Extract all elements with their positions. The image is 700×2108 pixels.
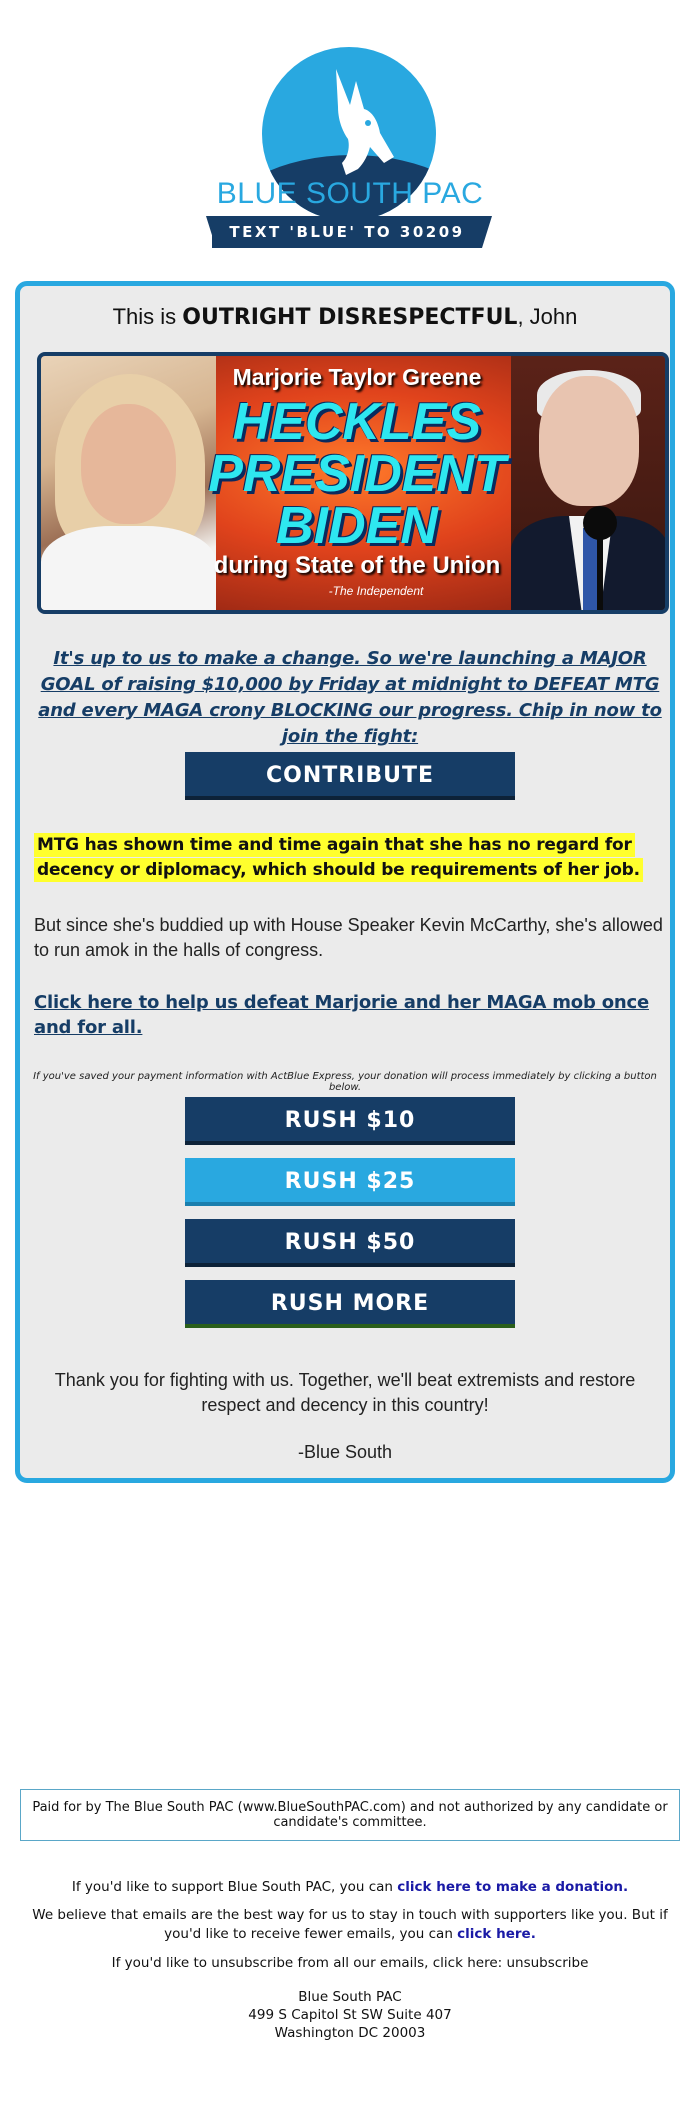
paid-for-disclaimer: Paid for by The Blue South PAC (www.BlueSouthPAC.com) and not authorized by any candidate or candidate's committee. <box>20 1789 680 1841</box>
unsubscribe-link[interactable]: unsubscribe <box>506 1955 589 1971</box>
intro-line <box>20 304 670 330</box>
hero-credit: -The Independent <box>328 584 424 598</box>
address-line-3: Washington DC 20003 <box>274 2025 426 2041</box>
rush-25-button[interactable]: RUSH $25 <box>185 1158 515 1206</box>
intro-bold: OUTRIGHT DISRESPECTFUL <box>182 305 518 330</box>
highlight-text: MTG has shown time and time again that she has no regard for decency or diplomacy, which should be requirements of her job. <box>34 833 643 882</box>
logo-band-edge <box>482 216 492 248</box>
rush-50-button[interactable]: RUSH $50 <box>185 1219 515 1267</box>
address-line-1: Blue South PAC <box>298 1989 402 2005</box>
logo[interactable] <box>0 0 700 270</box>
defeat-link[interactable]: Click here to help us defeat Marjorie and her MAGA mob once and for all. <box>34 992 649 1038</box>
intro-after: , John <box>517 304 578 329</box>
rush-10-button[interactable]: RUSH $10 <box>185 1097 515 1145</box>
donation-link[interactable]: click here to make a donation. <box>397 1879 629 1895</box>
lead-link[interactable]: It's up to us to make a change. So we're launching a MAJOR GOAL of raising $10,000 by Friday at midnight to DEFEAT MTG and every MAGA crony BLOCKING our progress. Chip in now to join the fight: <box>38 648 662 747</box>
microphone-stem <box>597 536 603 614</box>
fewer-emails-link[interactable]: click here. <box>457 1926 536 1942</box>
contribute-button[interactable]: CONTRIBUTE <box>185 752 515 800</box>
thanks-paragraph: Thank you for fighting with us. Together, we'll beat extremists and restore respect and decency in this country! <box>54 1370 636 1415</box>
hero-headline-1: HECKLES <box>232 393 482 451</box>
actblue-express-note: If you've saved your payment information with ActBlue Express, your donation will process immediately by clicking a button below. <box>33 1071 657 1093</box>
message-card <box>15 281 675 1483</box>
logo-band: TEXT 'BLUE' TO 30209 <box>212 216 482 248</box>
logo-name: BLUE SOUTH PAC <box>216 177 484 210</box>
fewer-emails-text: We believe that emails are the best way for us to stay in touch with supporters like you. But if you'd like to receive fewer emails, you can <box>32 1907 668 1942</box>
support-line <box>20 1878 680 1897</box>
rush-more-button[interactable]: RUSH MORE <box>185 1280 515 1328</box>
hero-subtitle: during State of the Union <box>213 552 501 579</box>
hero-headline-3: BIDEN <box>276 497 438 555</box>
donkey-icon <box>298 59 408 189</box>
hero-headline-2: PRESIDENT <box>208 445 506 503</box>
unsubscribe-line <box>20 1954 680 1973</box>
body-paragraph: But since she's buddied up with House Speaker Kevin McCarthy, she's allowed to run amok in the halls of congress. <box>34 915 663 960</box>
fewer-emails-line <box>20 1906 680 1944</box>
support-text: If you'd like to support Blue South PAC, you can <box>71 1879 398 1895</box>
hero-image[interactable] <box>37 352 669 614</box>
hero-face <box>539 376 639 506</box>
microphone-icon <box>583 506 617 540</box>
intro-before: This is <box>112 304 183 329</box>
unsubscribe-text: If you'd like to unsubscribe from all our emails, click here: <box>111 1955 507 1971</box>
address-line-2: 499 S Capitol St SW Suite 407 <box>248 2007 452 2023</box>
hero-kicker: Marjorie Taylor Greene <box>232 364 482 390</box>
signature: -Blue South <box>297 1442 393 1462</box>
highlight-paragraph <box>34 833 666 883</box>
